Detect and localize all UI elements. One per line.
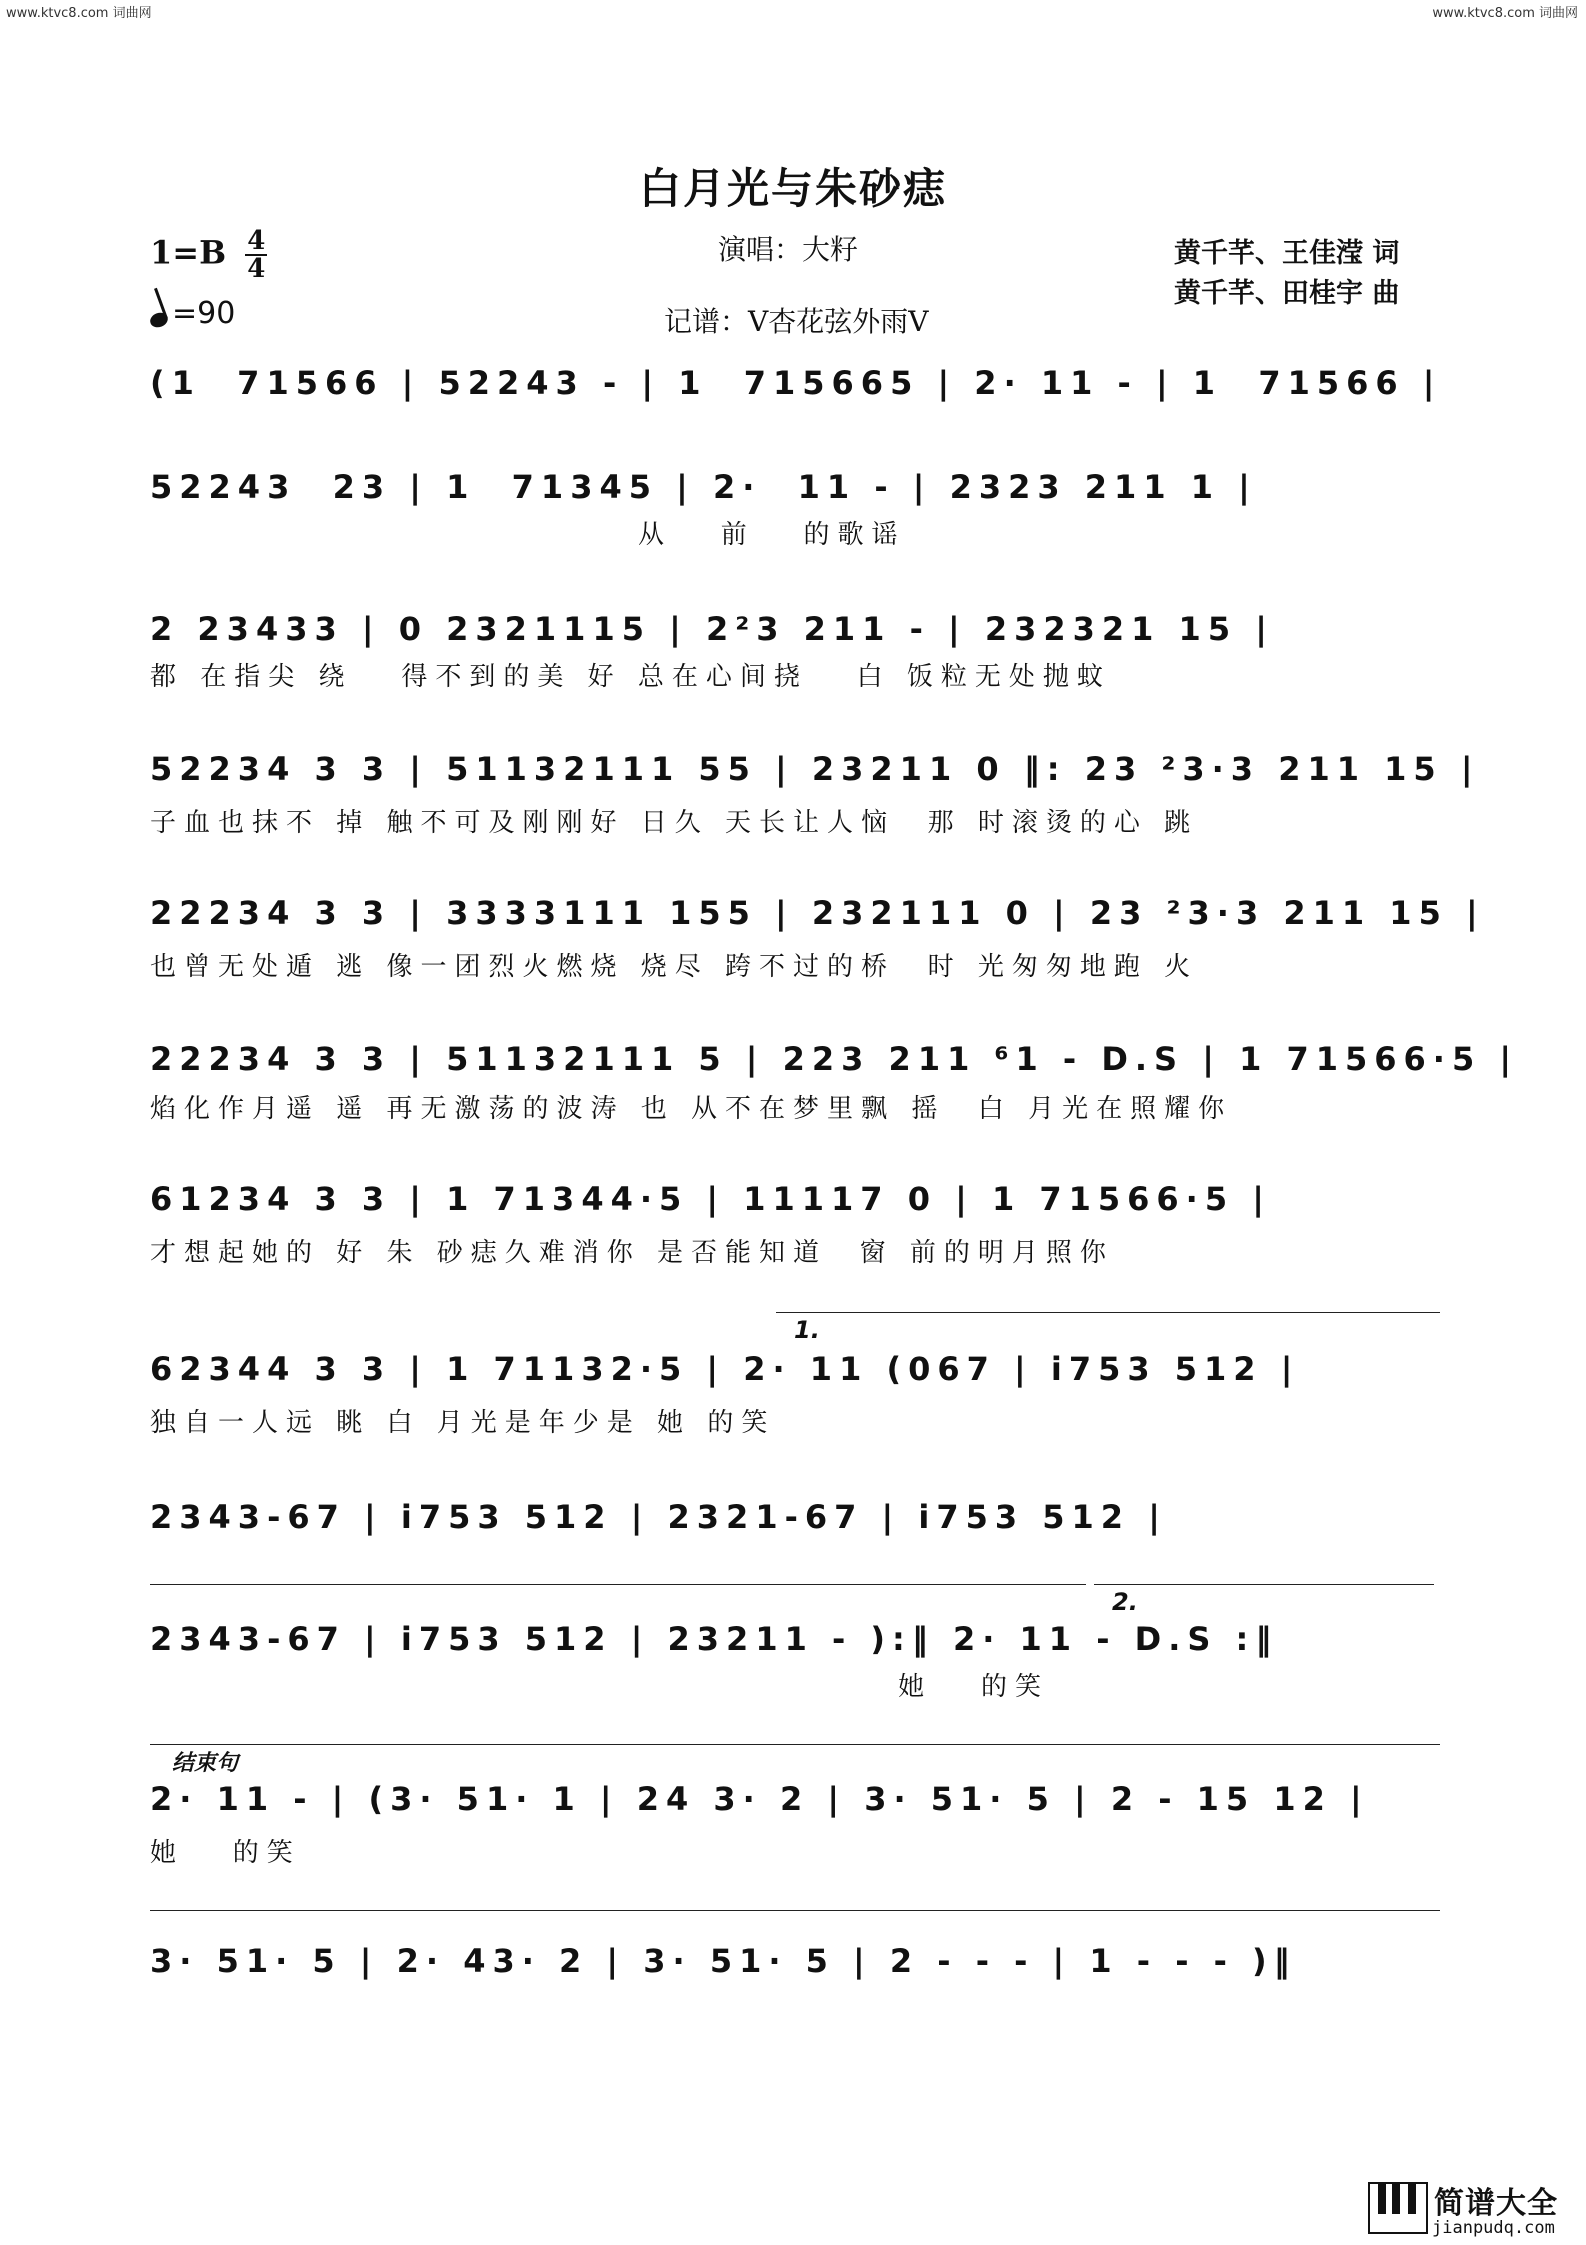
ending-1-bracket: [776, 1312, 1440, 1313]
ending-2-mark: 2.: [1112, 1588, 1138, 1616]
score-line-1-lyrics: [150, 410, 1440, 448]
credits: [1174, 234, 1399, 314]
transcriber: 记谱：V杏花弦外雨V: [664, 305, 929, 338]
score-line-10-lyrics: 她 的笑: [150, 1672, 1049, 1702]
time-signature: [245, 228, 267, 282]
score-line-2-lyrics: 从 前 的歌谣: [150, 520, 906, 550]
key-signature: [150, 228, 267, 282]
score-line-4-lyrics: 子血也抹不 掉 触不可及刚刚好 日久 天长让人恼 那 时滚烫的心 跳: [150, 808, 1199, 838]
ending-1-mark: 1.: [794, 1316, 820, 1344]
score-line-5-lyrics: 也曾无处遁 逃 像一团烈火燃烧 烧尽 跨不过的桥 时 光匆匆地跑 火: [150, 952, 1199, 982]
outro-bracket: [150, 1910, 1440, 1911]
watermark-left: www.ktvc8.com 词曲网: [6, 6, 152, 21]
score-line-3-lyrics: 都 在指尖 绕 得不到的美 好 总在心间挠 白 饭粒无处抛蚊: [150, 662, 1111, 692]
key-text: 1=B: [150, 233, 227, 272]
score-line-7-lyrics: 才想起她的 好 朱 砂痣久难消你 是否能知道 窗 前的明月照你: [150, 1238, 1114, 1268]
ending-2-bracket: [1094, 1584, 1434, 1585]
time-bottom: 4: [247, 254, 266, 284]
time-top: 4: [247, 226, 266, 256]
logo-title: 简谱大全: [1434, 2186, 1558, 2221]
score-line-7-notes: 61234 3 3 | 1 71344·5 | 11117 0 | 1 71566·5 |: [150, 1180, 1271, 1218]
score-line-3-notes: 2 23433 | 0 2321115 | 2²3 211 - | 232321 15 |: [150, 610, 1274, 648]
score-line-2-notes: 52243 23 | 1 71345 | 2· 11 - | 2323 211 1 |: [150, 468, 1257, 506]
singer: 演唱：大籽: [718, 233, 859, 266]
tempo-mark: [150, 296, 235, 331]
repeat-bracket: [150, 1584, 1086, 1585]
lyricist: 黄千芊、王佳滢 词: [1174, 238, 1400, 269]
piano-icon: [1368, 2182, 1428, 2234]
coda-label: 结束句: [172, 1751, 239, 1776]
score-line-8-notes: 62344 3 3 | 1 71132·5 | 2· 11 (067 | i753 512 |: [150, 1350, 1300, 1388]
watermark-right: www.ktvc8.com 词曲网: [1432, 6, 1578, 21]
composer: 黄千芊、田桂宇 曲: [1174, 278, 1400, 309]
score-line-10-notes: 2343-67 | i753 512 | 23211 - ):‖ 2· 11 - D.S :‖: [150, 1620, 1279, 1658]
tempo-value: =90: [172, 296, 236, 331]
score-line-11-notes: 2· 11 - | (3· 51· 1 | 24 3· 2 | 3· 51· 5 | 2 - 15 12 |: [150, 1780, 1369, 1818]
score-line-6-notes: 22234 3 3 | 51132111 5 | 223 211 ⁶1 - D.S | 1 71566·5 |: [150, 1040, 1519, 1078]
score-line-12-notes: 3· 51· 5 | 2· 43· 2 | 3· 51· 5 | 2 - - - | 1 - - - )‖: [150, 1942, 1297, 1980]
song-title: 白月光与朱砂痣: [638, 164, 947, 213]
score-line-11-lyrics: 她 的笑: [150, 1838, 301, 1868]
logo-url: jianpudq.com: [1432, 2218, 1555, 2238]
score-line-9-notes: 2343-67 | i753 512 | 2321-67 | i753 512 |: [150, 1498, 1167, 1536]
score-line-6-lyrics: 焰化作月遥 遥 再无激荡的波涛 也 从不在梦里飘 摇 白 月光在照耀你: [150, 1094, 1233, 1124]
site-logo: [1368, 2180, 1573, 2238]
score-line-8-lyrics: 独自一人远 眺 白 月光是年少是 她 的笑: [150, 1408, 776, 1438]
score-line-1-notes: (1 71566 | 52243 - | 1 715665 | 2· 11 - | 1 71566 |: [150, 364, 1442, 402]
score-line-4-notes: 52234 3 3 | 51132111 55 | 23211 0 ‖: 23 ²3·3 211 15 |: [150, 750, 1480, 788]
score-line-5-notes: 22234 3 3 | 3333111 155 | 232111 0 | 23 ²3·3 211 15 |: [150, 894, 1485, 932]
quarter-note-icon: [148, 310, 170, 329]
coda-bracket: [150, 1744, 1440, 1745]
